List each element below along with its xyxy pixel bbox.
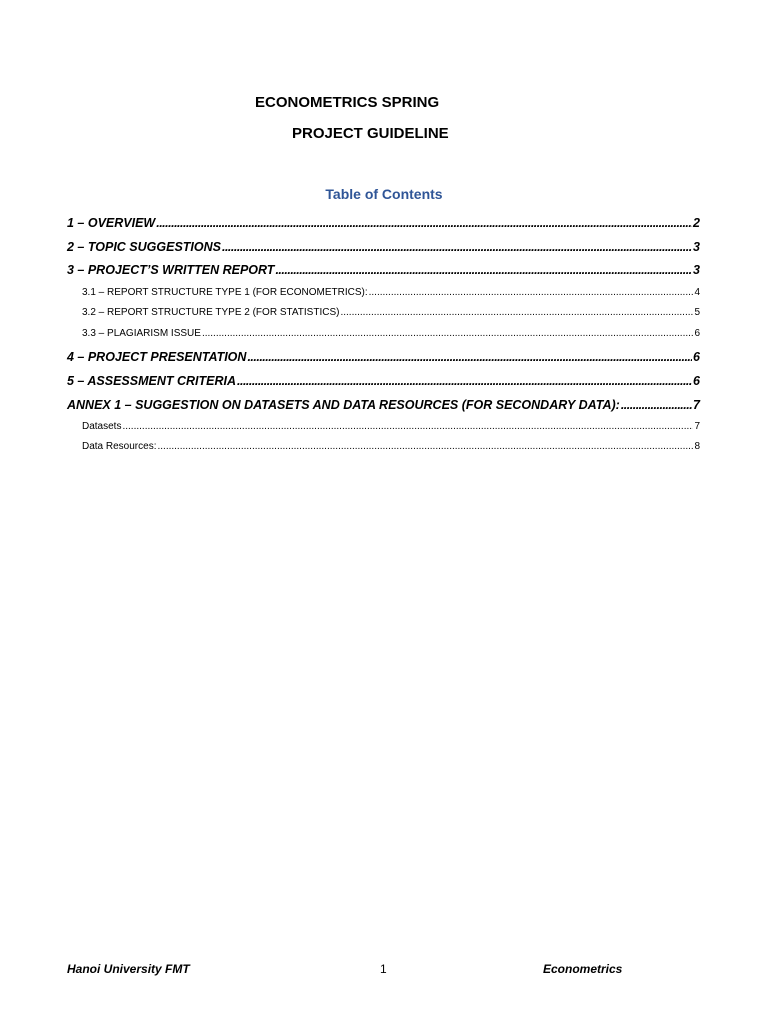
toc-entry-report-structure-type-1[interactable] <box>67 284 700 298</box>
toc-page-number: 3 <box>693 240 700 254</box>
toc-page-number: 4 <box>694 287 700 298</box>
toc-leader-dots <box>237 374 692 388</box>
toc-page-number: 6 <box>693 350 700 364</box>
toc-entry-data-resources[interactable] <box>67 438 700 452</box>
footer-course-name: Econometrics <box>543 962 623 976</box>
toc-entry-written-report[interactable] <box>67 259 700 277</box>
toc-entry-datasets[interactable] <box>67 418 700 432</box>
toc-page-number: 2 <box>693 216 700 230</box>
toc-entry-topic-suggestions[interactable] <box>67 236 700 254</box>
toc-page-number: 6 <box>693 374 700 388</box>
toc-leader-dots <box>369 287 694 298</box>
toc-page-number: 6 <box>694 328 700 339</box>
toc-entry-plagiarism-issue[interactable] <box>67 325 700 339</box>
toc-entry-label: 3 – PROJECT’S WRITTEN REPORT <box>67 263 275 277</box>
toc-entry-report-structure-type-2[interactable] <box>67 304 700 318</box>
toc-entry-label: Datasets <box>82 421 122 432</box>
toc-leader-dots <box>247 350 692 364</box>
toc-entry-label: 1 – OVERVIEW <box>67 216 156 230</box>
toc-entry-label: 5 – ASSESSMENT CRITERIA <box>67 374 237 388</box>
document-title-line2: PROJECT GUIDELINE <box>292 125 449 142</box>
toc-entry-label: 3.1 – REPORT STRUCTURE TYPE 1 (FOR ECONOMETRICS): <box>82 287 368 298</box>
toc-page-number: 8 <box>694 441 700 452</box>
toc-entry-label: 4 – PROJECT PRESENTATION <box>67 350 247 364</box>
toc-entry-label: 3.3 – PLAGIARISM ISSUE <box>82 328 201 339</box>
toc-entry-label: Data Resources: <box>82 441 157 452</box>
toc-page-number: 3 <box>693 263 700 277</box>
document-title-line1: ECONOMETRICS SPRING <box>255 94 440 111</box>
toc-entry-overview[interactable] <box>67 212 700 230</box>
toc-leader-dots <box>156 216 692 230</box>
toc-entry-label: 3.2 – REPORT STRUCTURE TYPE 2 (FOR STATISTICS) <box>82 307 340 318</box>
toc-entry-label: ANNEX 1 – SUGGESTION ON DATASETS AND DATA RESOURCES (FOR SECONDARY DATA): <box>67 398 620 412</box>
toc-entry-annex-1[interactable] <box>67 394 700 412</box>
toc-leader-dots <box>340 307 693 318</box>
footer-page-number: 1 <box>380 962 387 976</box>
toc-leader-dots <box>202 328 694 339</box>
toc-leader-dots <box>122 421 693 432</box>
toc-page-number: 5 <box>694 307 700 318</box>
toc-entry-label: 2 – TOPIC SUGGESTIONS <box>67 240 221 254</box>
toc-entry-project-presentation[interactable] <box>67 346 700 364</box>
footer-institution: Hanoi University FMT <box>67 962 190 976</box>
toc-entry-assessment-criteria[interactable] <box>67 370 700 388</box>
toc-leader-dots <box>222 240 692 254</box>
toc-page-number: 7 <box>693 398 700 412</box>
toc-leader-dots <box>621 398 692 412</box>
toc-leader-dots <box>275 263 692 277</box>
toc-leader-dots <box>157 441 693 452</box>
toc-heading: Table of Contents <box>325 186 443 202</box>
toc-page-number: 7 <box>694 421 700 432</box>
